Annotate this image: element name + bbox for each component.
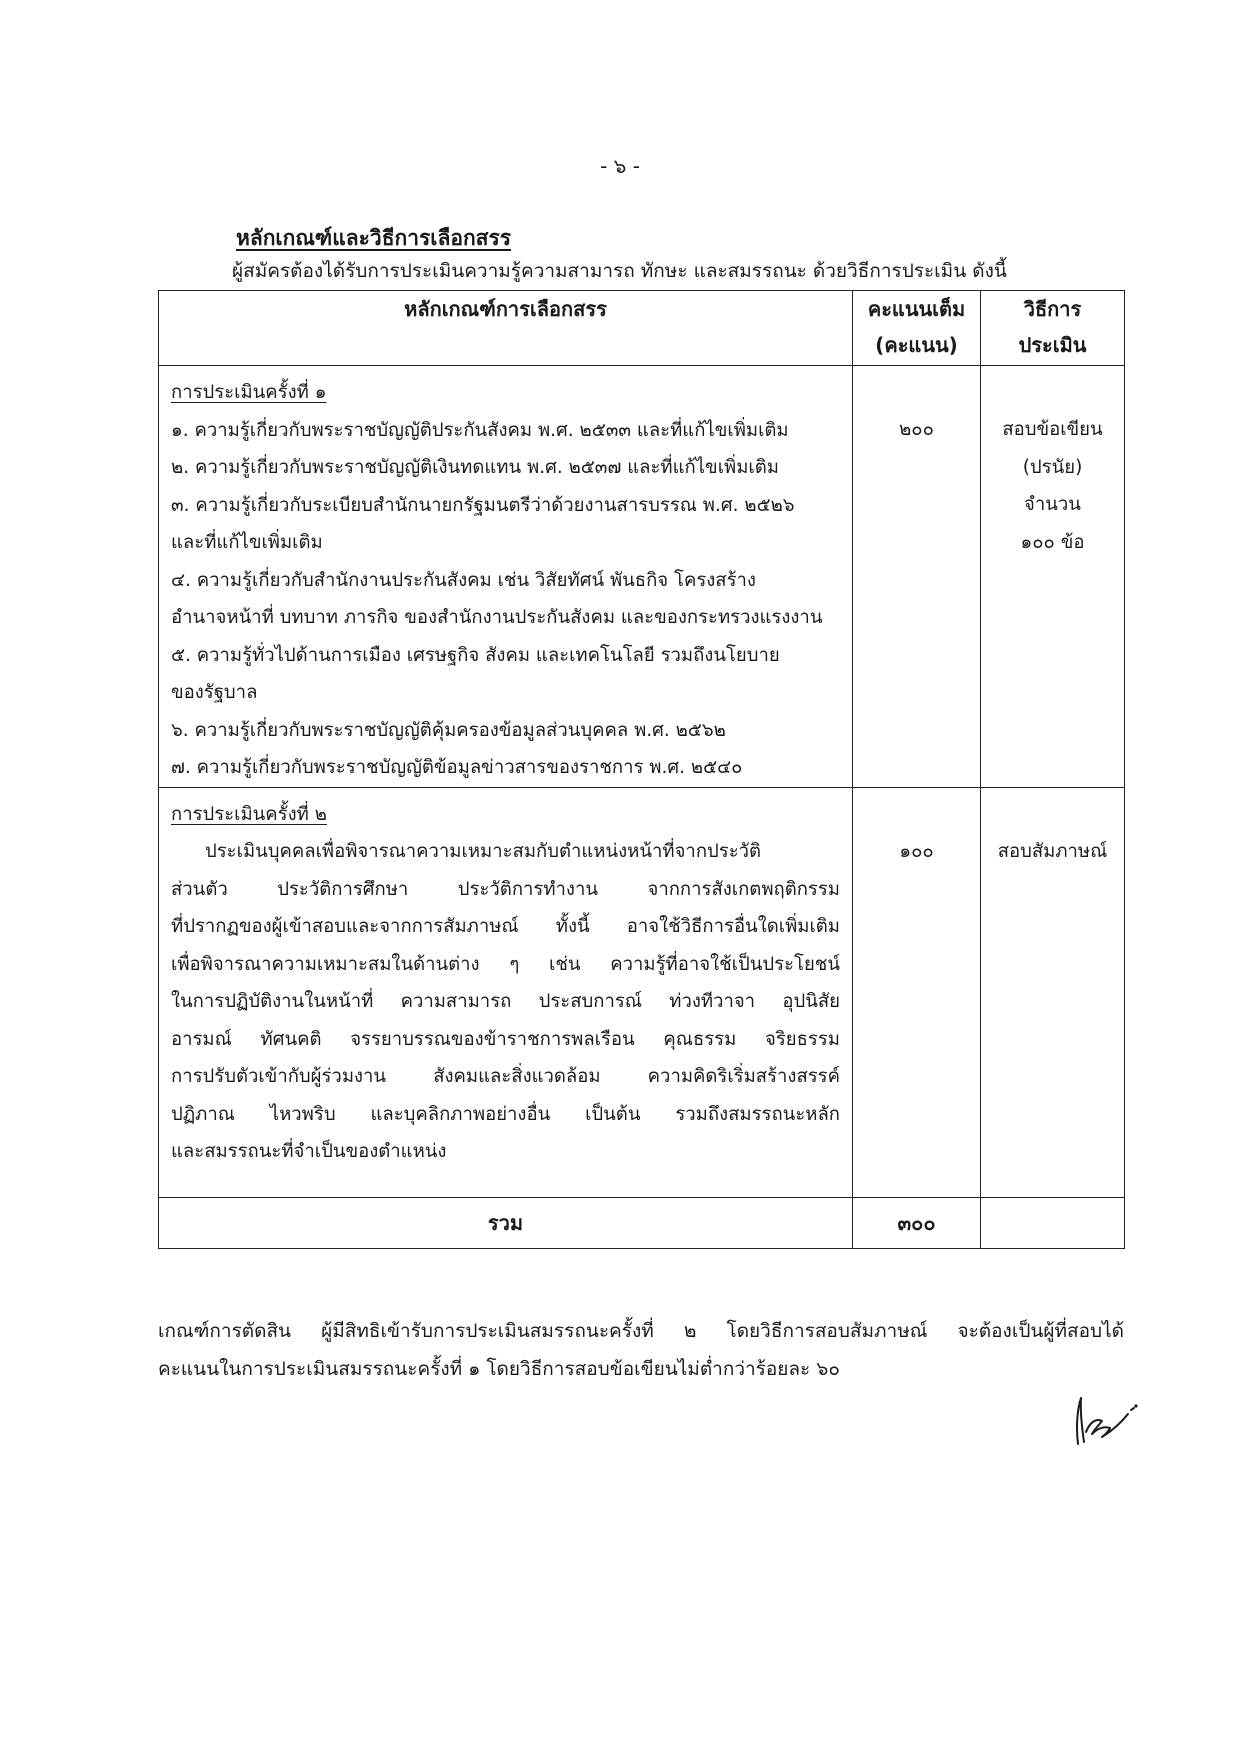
round1-line: และที่แก้ไขเพิ่มเติม	[171, 532, 323, 553]
round2-line: การปรับตัวเข้ากับผู้ร่วมงาน สังคมและสิ่งแวดล้อม ความคิดริเริ่มสร้างสรรค์	[171, 1066, 840, 1087]
round1-method-line: (ปรนัย)	[1022, 456, 1083, 478]
decision-line2: คะแนนในการประเมินสมรรถนะครั้งที่ ๑ โดยวิธีการสอบข้อเขียนไม่ต่ำกว่าร้อยละ ๖๐	[158, 1358, 840, 1380]
round1-method-line: ๑๐๐ ข้อ	[1020, 531, 1085, 553]
round1-line: ๒. ความรู้เกี่ยวกับพระราชบัญญัติเงินทดแทน พ.ศ. ๒๕๓๗ และที่แก้ไขเพิ่มเติม	[171, 457, 779, 478]
total-score: ๓๐๐	[897, 1210, 936, 1235]
round2-line: ปฏิภาณ ไหวพริบ และบุคลิกภาพอย่างอื่น เป็นต้น รวมถึงสมรรถนะหลัก	[171, 1103, 840, 1125]
round1-method-line: สอบข้อเขียน	[1002, 419, 1103, 440]
round2-line: อารมณ์ ทัศนคติ จรรยาบรรณของข้าราชการพลเรือน คุณธรรม จริยธรรม	[171, 1028, 840, 1050]
round2-criteria-cell	[159, 787, 853, 1197]
round2-line: ประเมินบุคคลเพื่อพิจารณาความเหมาะสมกับตำแหน่งหน้าที่จากประวัติ	[205, 841, 762, 862]
page-number: - ๖ -	[600, 154, 640, 178]
header-full-score-line1: คะแนนเต็ม	[867, 297, 966, 321]
round1-line: ๖. ความรู้เกี่ยวกับพระราชบัญญัติคุ้มครองข้อมูลส่วนบุคคล พ.ศ. ๒๕๖๒	[171, 719, 726, 741]
round1-line: ๔. ความรู้เกี่ยวกับสำนักงานประกันสังคม เช่น วิสัยทัศน์ พันธกิจ โครงสร้าง	[171, 569, 756, 591]
round2-line: เพื่อพิจารณาความเหมาะสมในด้านต่าง ๆ เช่น ความรู้ที่อาจใช้เป็นประโยชน์	[171, 953, 840, 975]
round2-score-cell	[853, 787, 981, 1197]
header-criteria-label: หลักเกณฑ์การเลือกสรร	[404, 297, 607, 321]
intro-text: ผู้สมัครต้องได้รับการประเมินความรู้ความสามารถ ทักษะ และสมรรถนะ ด้วยวิธีการประเมิน ดังนี้	[232, 260, 1007, 282]
round1-line: ๕. ความรู้ทั่วไปด้านการเมือง เศรษฐกิจ สังคม และเทคโนโลยี รวมถึงนโยบาย	[171, 644, 780, 666]
decision-line1: เกณฑ์การตัดสิน ผู้มีสิทธิเข้ารับการประเมินสมรรถนะครั้งที่ ๒ โดยวิธีการสอบสัมภาษณ์ จะต้องเป็นผู้ที่สอบได้	[158, 1320, 1124, 1342]
table-row-total	[159, 1197, 1125, 1248]
table-header-row	[159, 291, 1125, 366]
round1-line: ๓. ความรู้เกี่ยวกับระเบียบสำนักนายกรัฐมนตรีว่าด้วยงานสารบรรณ พ.ศ. ๒๕๒๖	[171, 494, 795, 516]
section-heading: หลักเกณฑ์และวิธีการเลือกสรร	[236, 226, 512, 250]
round1-method-line: จำนวน	[1024, 494, 1081, 515]
round2-method-cell	[981, 787, 1125, 1197]
round1-score: ๒๐๐	[899, 419, 934, 440]
total-label-cell	[159, 1197, 853, 1248]
round1-method-cell	[981, 366, 1125, 788]
table-row-round2	[159, 787, 1125, 1197]
round2-line: และสมรรถนะที่จำเป็นของตำแหน่ง	[171, 1141, 447, 1162]
round2-line: ส่วนตัว ประวัติการศึกษา ประวัติการทำงาน จากการสังเกตพฤติกรรม	[171, 878, 840, 900]
header-method	[981, 291, 1125, 366]
signature-icon	[1068, 1388, 1140, 1448]
round2-score: ๑๐๐	[899, 840, 934, 862]
header-full-score-line2: (คะแนน)	[875, 333, 958, 357]
header-method-line2: ประเมิน	[1018, 333, 1087, 357]
round2-line: ในการปฏิบัติงานในหน้าที่ ความสามารถ ประสบการณ์ ท่วงทีวาจา อุปนิสัย	[171, 991, 840, 1012]
total-score-cell	[853, 1197, 981, 1248]
table-row-round1	[159, 366, 1125, 788]
round2-line: ที่ปรากฏของผู้เข้าสอบและจากการสัมภาษณ์ ทั้งนี้ อาจใช้วิธีการอื่นใดเพิ่มเติม	[171, 916, 840, 937]
header-full-score	[853, 291, 981, 366]
round1-criteria-cell	[159, 366, 853, 788]
round2-title: การประเมินครั้งที่ ๒	[171, 803, 327, 825]
total-label: รวม	[487, 1210, 524, 1235]
header-criteria	[159, 291, 853, 366]
round1-line: ๑. ความรู้เกี่ยวกับพระราชบัญญัติประกันสังคม พ.ศ. ๒๕๓๓ และที่แก้ไขเพิ่มเติม	[171, 419, 789, 441]
round1-line: อำนาจหน้าที่ บทบาท ภารกิจ ของสำนักงานประกันสังคม และของกระทรวงแรงงาน	[171, 607, 823, 628]
round1-score-cell	[853, 366, 981, 788]
round1-title: การประเมินครั้งที่ ๑	[171, 382, 327, 403]
header-method-line1: วิธีการ	[1023, 297, 1082, 321]
round2-method: สอบสัมภาษณ์	[997, 840, 1108, 862]
round1-line: ๗. ความรู้เกี่ยวกับพระราชบัญญัติข้อมูลข่าวสารของราชการ พ.ศ. ๒๕๔๐	[171, 757, 743, 778]
round1-line: ของรัฐบาล	[171, 682, 258, 703]
criteria-table	[158, 290, 1125, 1249]
decision-criteria	[158, 1312, 1124, 1388]
total-method-cell	[981, 1197, 1125, 1248]
